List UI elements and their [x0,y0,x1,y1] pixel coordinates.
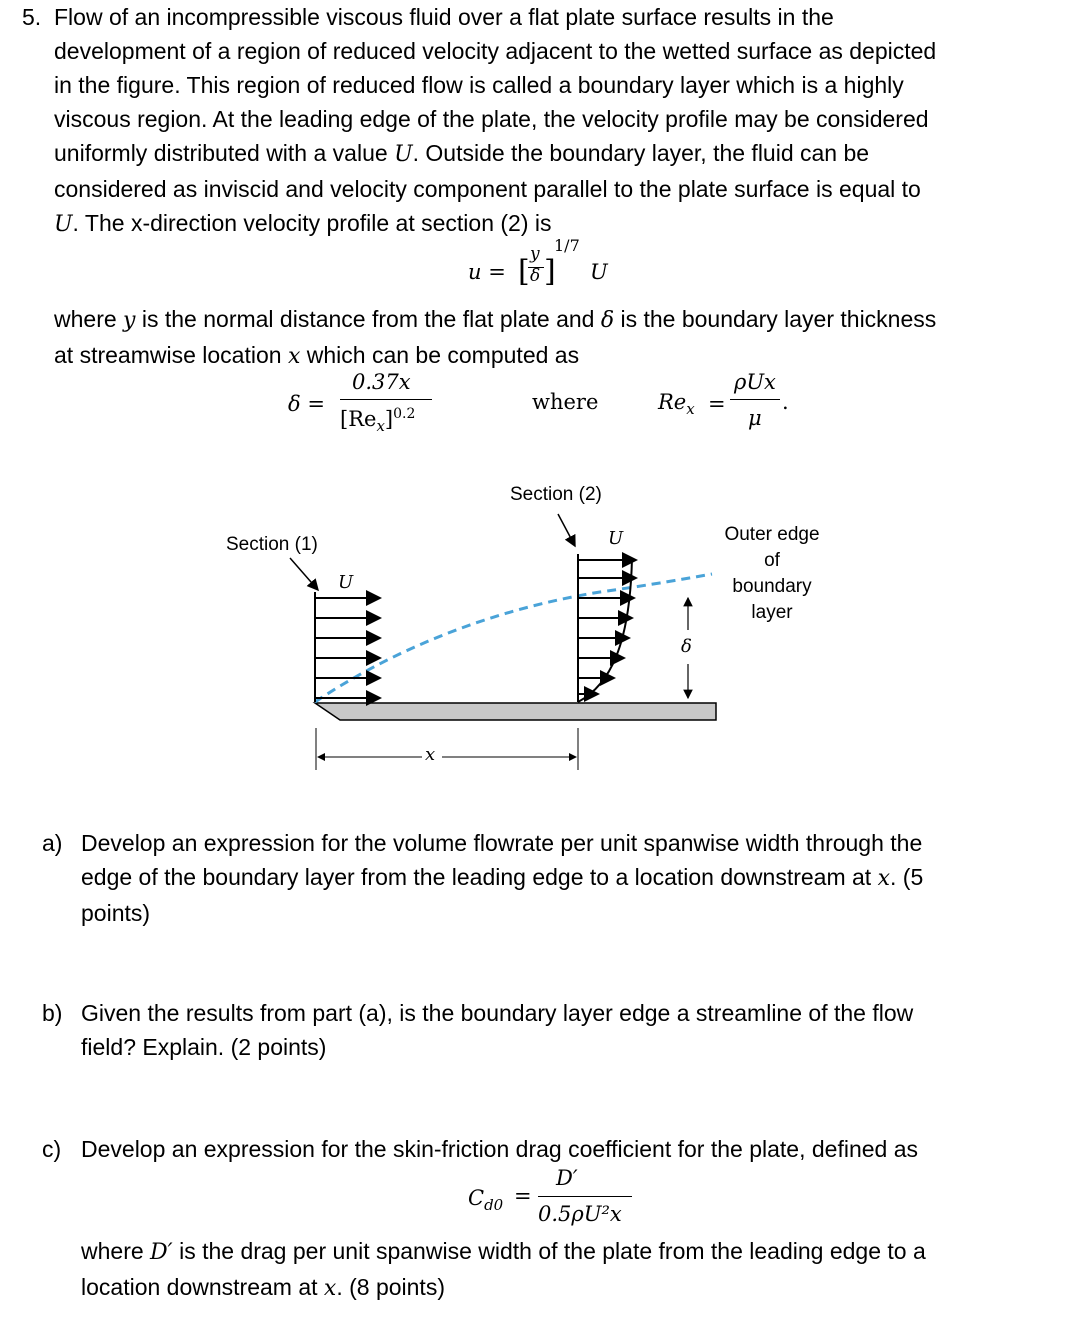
section1-velocity-profile [315,592,380,702]
flat-plate [315,703,716,720]
part-a-label: a) [42,830,63,856]
part-c-line1: Develop an expression for the skin-friction drag coefficient for the plate, defined as [81,1136,918,1162]
intro-line-3: in the figure. This region of reduced flow is called a boundary layer which is a highly [54,72,904,98]
part-c-text: where D′ is the drag per unit spanwise width of the plate from the leading edge to a location downstream at x. (8 points) [81,1238,926,1301]
section2-label: Section (2) [510,484,602,505]
section1-pointer [290,558,318,590]
boundary-layer-figure [200,470,860,780]
problem-intro [54,0,1022,242]
x-dimension [316,728,578,770]
part-b-label: b) [42,1000,63,1026]
problem-number: 5. [22,4,42,30]
outer-edge-label: Outer edge of boundary layer [724,524,820,623]
equation-delta: δ = 0.37x $[Re_x]^{0.2}$ where $Re_x$ = ρUx μ . [288,370,789,436]
intro-line-2: development of a region of reduced velocity adjacent to the wetted surface as depicted [54,38,937,64]
equation-velocity-profile: u = [ y δ ] 1/7 U [468,236,608,289]
equation-drag-coefficient: $C_{d0}$ = D′ 0.5ρU²x [468,1166,668,1232]
where-text: where y is the normal distance from the flat plate and δ is the boundary layer thickness at streamwise location x which can be computed as [54,306,937,369]
section2-velocity-profile [578,554,636,702]
section2-pointer [558,514,575,546]
x-label: x [425,744,436,765]
intro-line-1: Flow of an incompressible viscous fluid over a flat plate surface results in the [54,4,834,30]
u-label-section2: U [608,528,624,549]
part-b-text: Given the results from part (a), is the boundary layer edge a streamline of the flow field? Explain. (2 points) [81,1000,914,1060]
intro-line-4: viscous region. At the leading edge of the plate, the velocity profile may be considered [54,106,929,132]
intro-line-5: uniformly distributed with a value U. Outside the boundary layer, the fluid can be [54,140,870,167]
part-c-label: c) [42,1136,62,1162]
intro-line-7: U. The x-direction velocity profile at section (2) is [54,210,552,237]
delta-label: δ [681,636,692,657]
section1-label: Section (1) [226,534,318,555]
u-label-section1: U [338,572,354,593]
intro-line-6: considered as inviscid and velocity component parallel to the plate surface is equal to [54,176,921,202]
part-a-text: Develop an expression for the volume flowrate per unit spanwise width through the edge of the boundary layer from the leading edge to a location downstream at x. (5 points) [81,830,924,926]
